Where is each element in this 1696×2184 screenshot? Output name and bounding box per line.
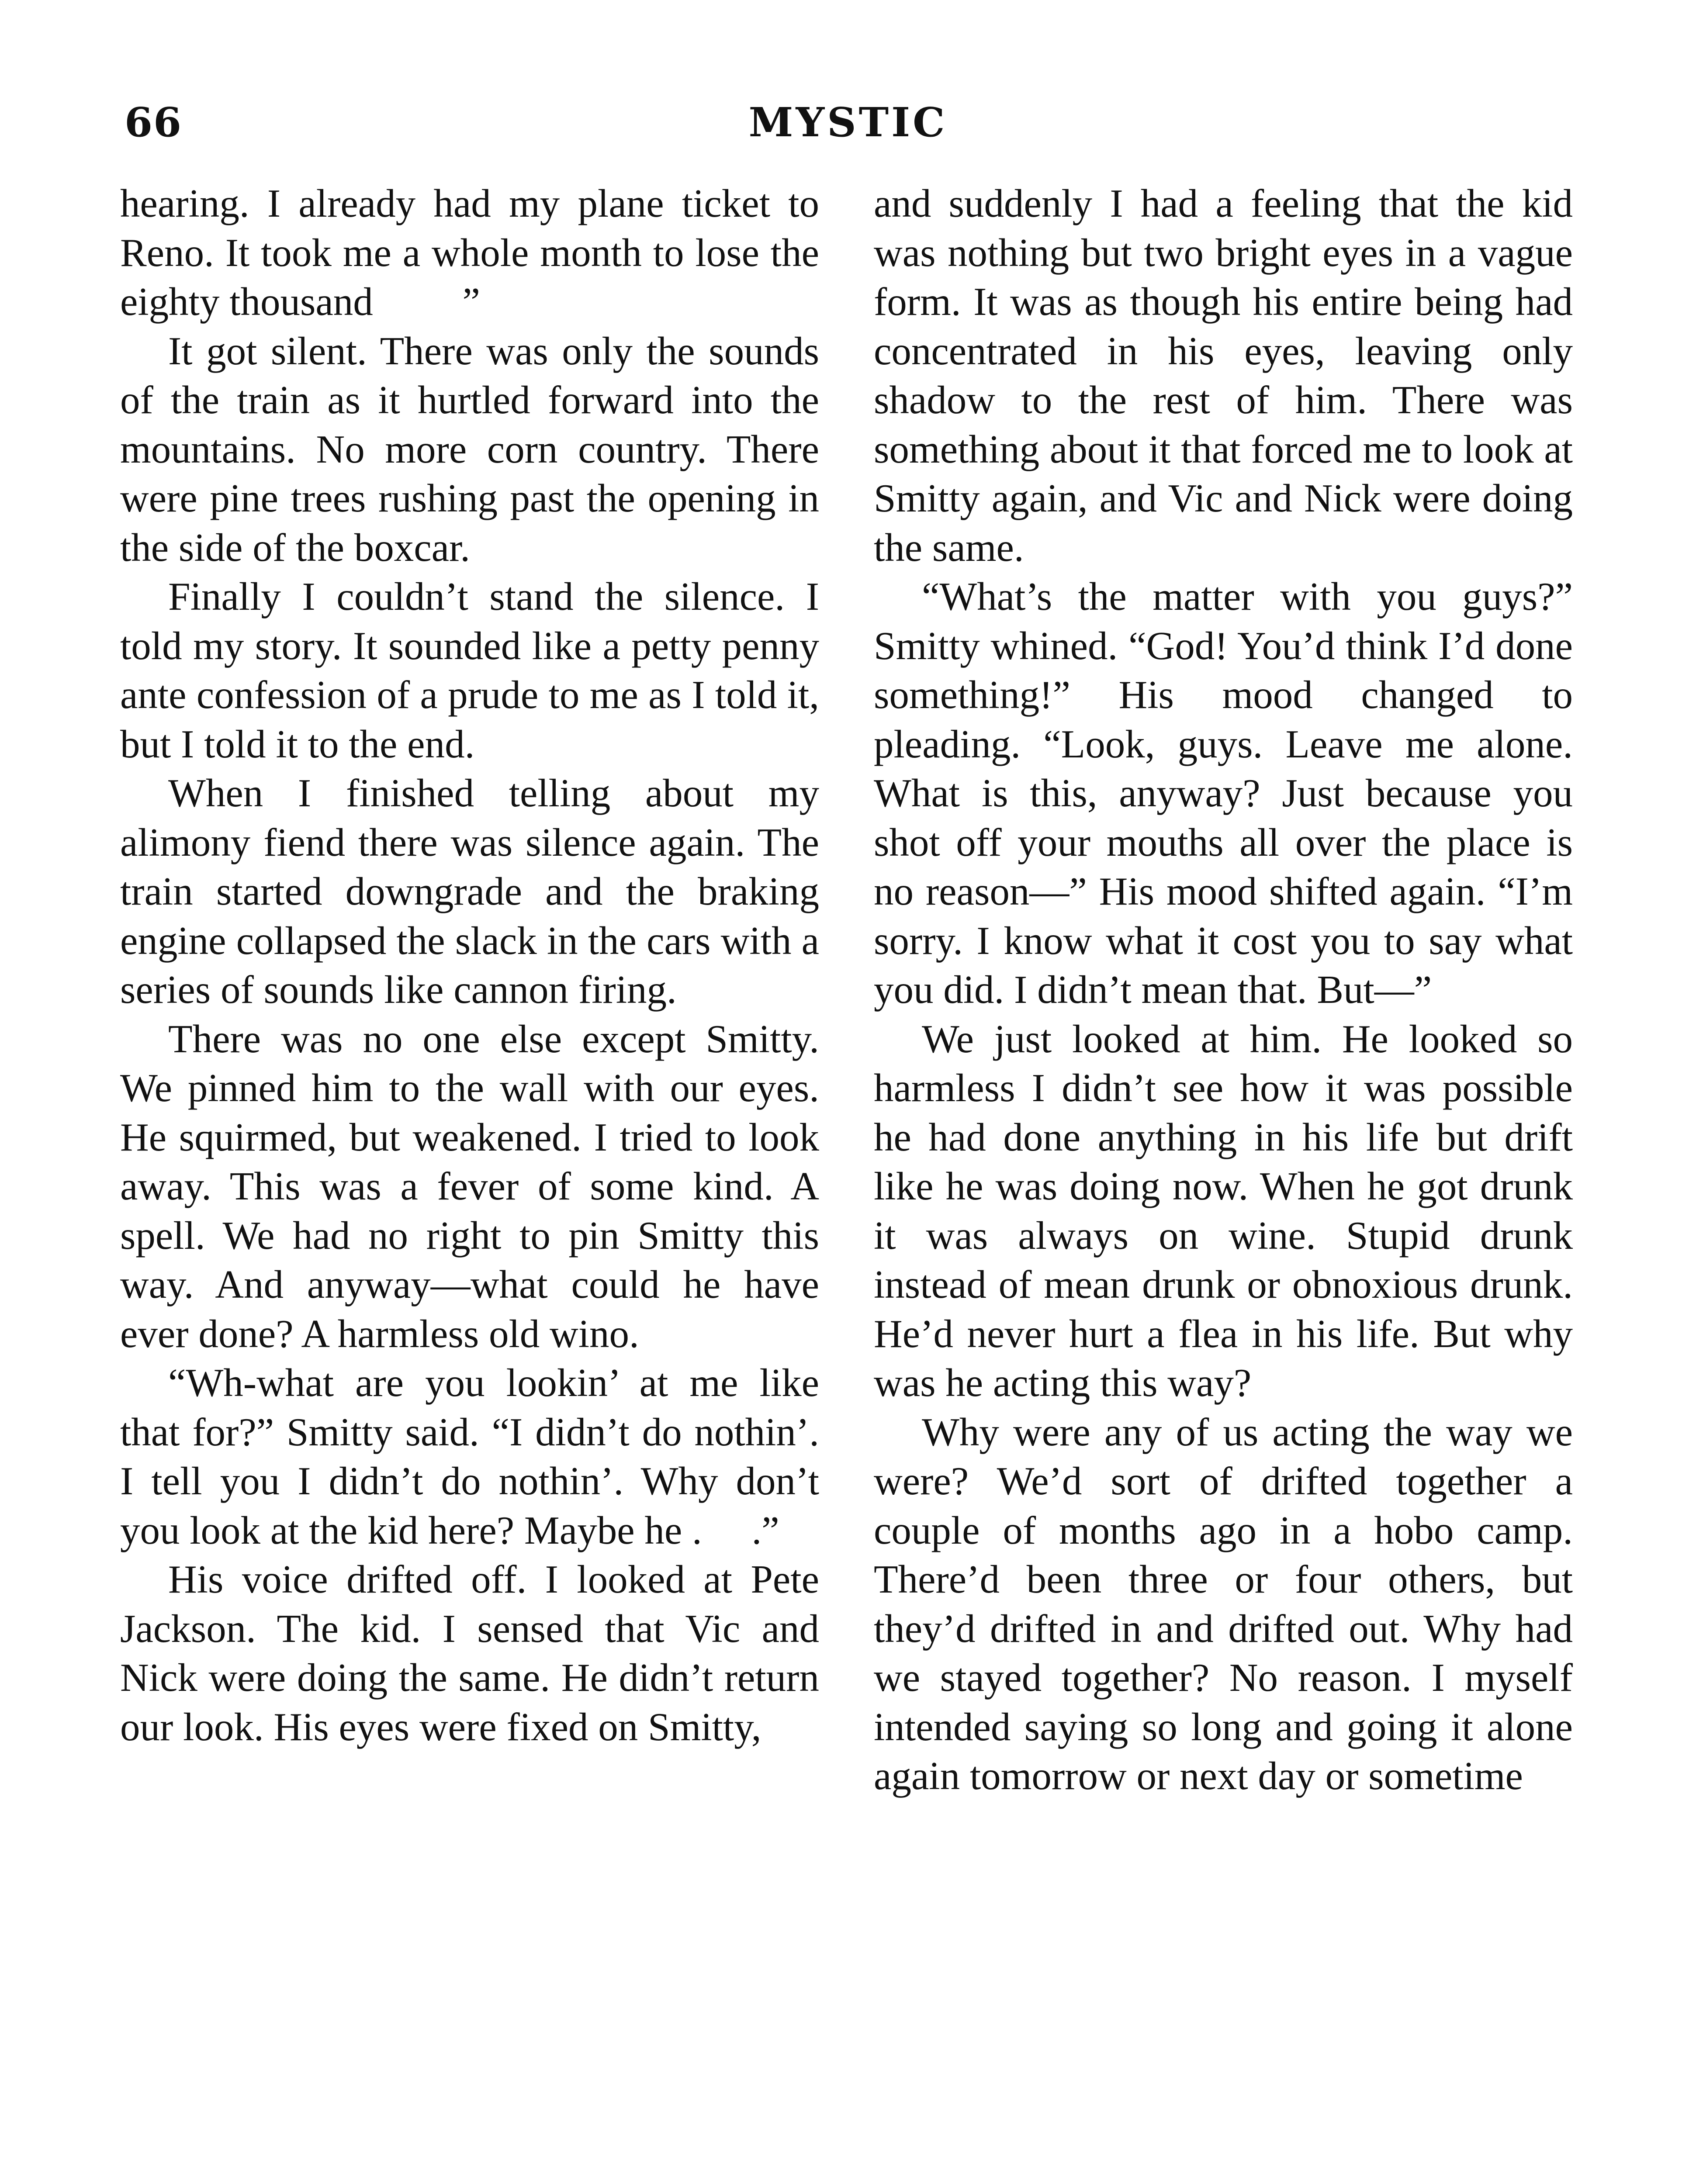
paragraph: “What’s the matter with you guys?” Smitty whined. “God! You’d think I’d done something!” His mood changed to pleading. “Look, guys. Leave me alone. What is this, anyway? Just because you shot off your mouths all over the place is no reason—” His mood shifted again. “I’m sorry. I know what it cost you to say what you did. I didn’t mean that. But—” [874, 574, 1573, 1012]
page-header [125, 96, 1571, 157]
paragraph: Finally I couldn’t stand the silence. I told my story. It sounded like a petty penny ante confession of a prude to me as I told it, but I told it to the end. [120, 574, 819, 766]
paragraph: Why were any of us acting the way we were? We’d sort of drifted together a couple of months ago in a hobo camp. There’d been three or four others, but they’d drifted in and drifted out. Why had we stayed together? No reason. I myself intended saying so long and going it alone again tomorrow or next day or sometime [874, 1410, 1573, 1798]
paragraph: and suddenly I had a feeling that the kid was nothing but two bright eyes in a vague form. It was as though his entire being had concentrated in his eyes, leaving only shadow to the rest of him. There was something about it that forced me to look at Smitty again, and Vic and Nick were doing the same. [874, 181, 1573, 570]
right-column [874, 179, 1573, 1801]
paragraph: We just looked at him. He looked so harmless I didn’t see how it was possible he had done anything in his life but drift like he was doing now. When he got drunk it was always on wine. Stupid drunk instead of mean drunk or obnoxious drunk. He’d never hurt a flea in his life. But why was he acting this way? [874, 1016, 1573, 1405]
paragraph: When I finished telling about my alimony fiend there was silence again. The train started downgrade and the braking engine collapsed the slack in the cars with a series of sounds like cannon firing. [120, 771, 819, 1012]
paragraph: hearing. I already had my plane ticket to Reno. It took me a whole month to lose the eighty thousand ” [120, 181, 819, 324]
left-column [120, 179, 819, 1752]
page-number: 66 [125, 99, 183, 146]
running-head: MYSTIC [748, 99, 948, 146]
paragraph: “Wh-what are you lookin’ at me like that for?” Smitty said. “I didn’t do nothin’. I tell you I didn’t do nothin’. Why don’t you look at the kid here? Maybe he . .” [120, 1361, 819, 1552]
paragraph: His voice drifted off. I looked at Pete Jackson. The kid. I sensed that Vic and Nick were doing the same. He didn’t return our look. His eyes were fixed on Smitty, [120, 1557, 819, 1749]
paragraph: It got silent. There was only the sounds of the train as it hurtled forward into the mountains. No more corn country. There were pine trees rushing past the opening in the side of the boxcar. [120, 328, 819, 570]
paragraph: There was no one else except Smitty. We pinned him to the wall with our eyes. He squirmed, but weakened. I tried to look away. This was a fever of some kind. A spell. We had no right to pin Smitty this way. And anyway—what could he have ever done? A harmless old wino. [120, 1016, 819, 1356]
